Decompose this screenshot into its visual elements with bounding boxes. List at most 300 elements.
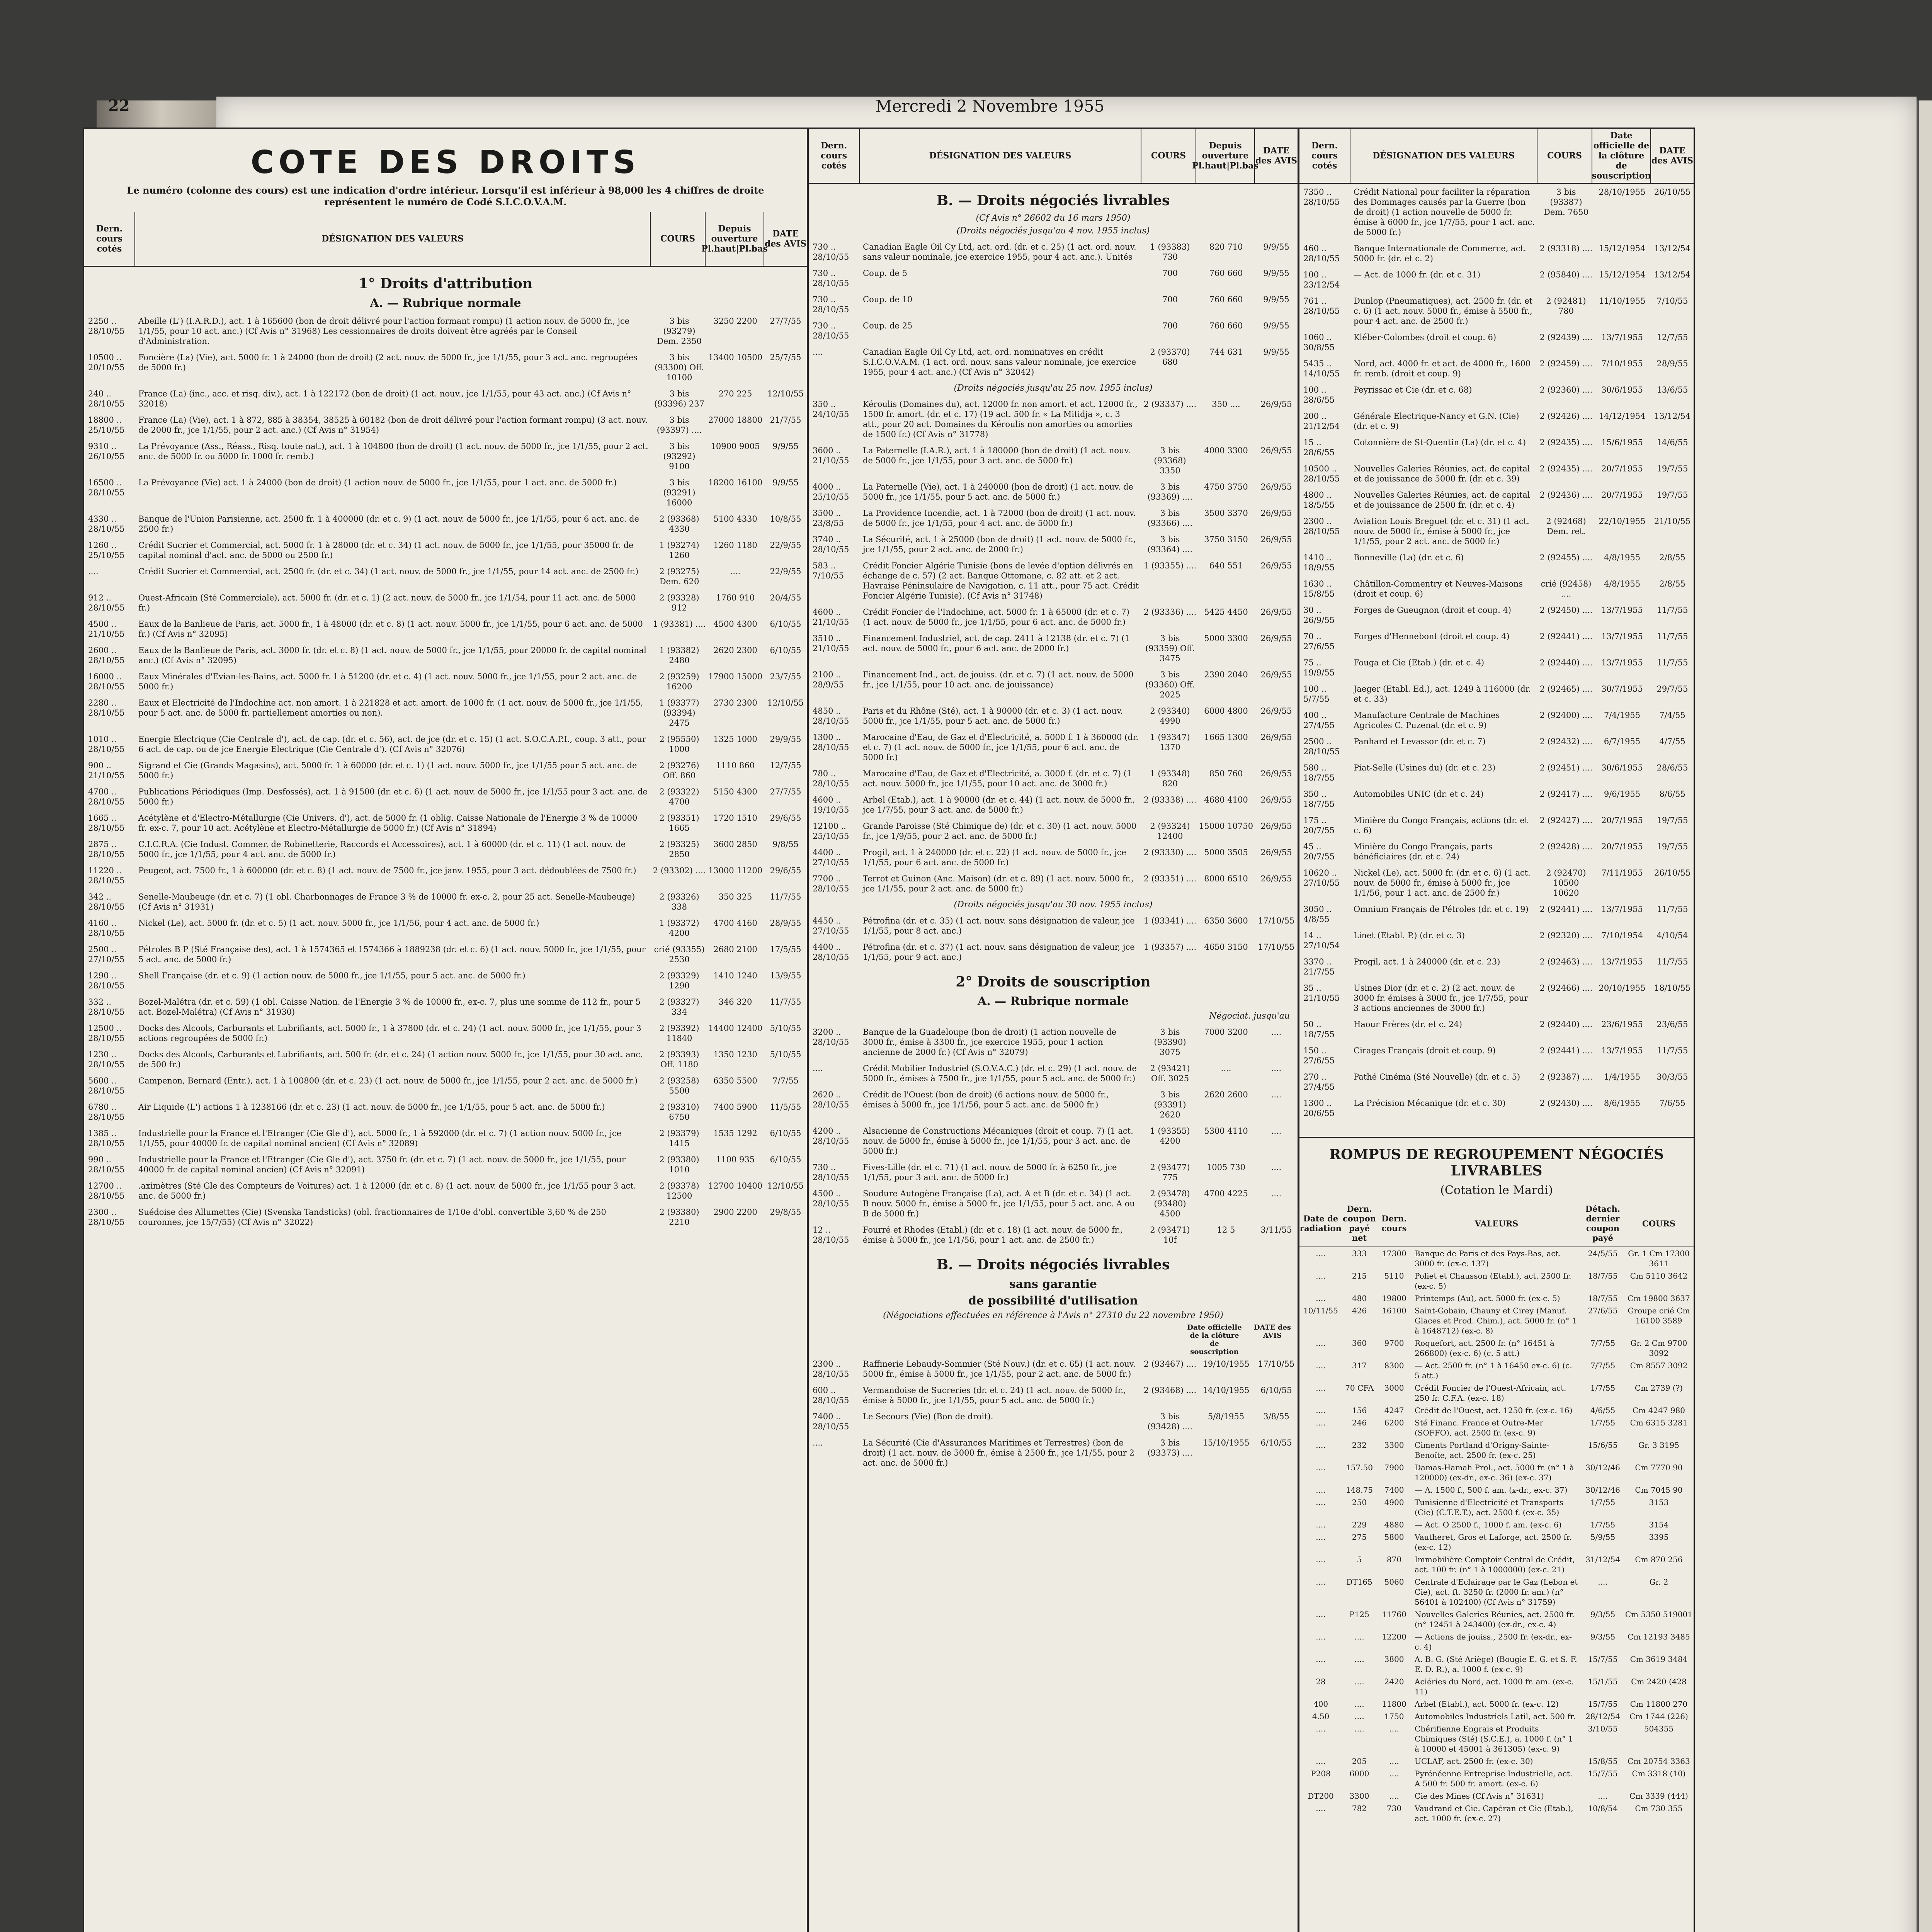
detach-date-cell: 18/7/55 <box>1588 1294 1618 1303</box>
date-cell: 17/10/55 <box>1258 916 1295 925</box>
date-cell: 3/8/55 <box>1263 1412 1289 1421</box>
coupon-cell: .... <box>1354 1655 1364 1664</box>
last-price-cell: .... <box>813 1064 823 1073</box>
date-cell: 2/8/55 <box>1659 579 1685 588</box>
last-price-cell: 4450 .. 27/10/55 <box>813 916 849 935</box>
range-cell: 14400 12400 <box>708 1024 763 1033</box>
price-cell: Cm 2739 (?) <box>1634 1383 1683 1393</box>
detach-date-cell: 15/1/55 <box>1588 1677 1618 1686</box>
price-cell: 3 bis (93373) .... <box>1147 1438 1193 1458</box>
range-cell: 1410 1240 <box>713 971 757 980</box>
date-cell: 12/10/55 <box>767 698 804 707</box>
last-price-cell: 3300 <box>1384 1440 1404 1450</box>
price-cell: 2 (93328) 912 <box>659 593 699 612</box>
price-cell: 2 (93336) .... <box>1143 607 1197 617</box>
date-cell: 7/4/55 <box>1659 711 1685 720</box>
table-row <box>84 563 807 590</box>
detach-date-cell: 7/7/55 <box>1590 1338 1616 1348</box>
rompus-row <box>1299 1404 1694 1417</box>
table-row <box>1299 812 1694 838</box>
last-price-cell: 5435 .. 14/10/55 <box>1303 359 1340 378</box>
table-row <box>1299 382 1694 408</box>
column-header: Date officielle de la clôture de souscription <box>1592 129 1651 183</box>
table-row <box>809 913 1298 939</box>
table-row <box>809 239 1298 265</box>
designation-cell: Manufacture Centrale de Machines Agricoles C. Puzenat (dr. et c. 9) <box>1354 711 1500 730</box>
date-cell: 18/10/55 <box>1654 983 1691 993</box>
last-price-cell: 270 .. 27/4/55 <box>1303 1072 1335 1092</box>
designation-cell: Fives-Lille (dr. et c. 71) (1 act. nouv. de 5000 fr. à 6250 fr., jce 1/1/55, pour 3 act. anc. de 5000 fr.) <box>863 1163 1117 1182</box>
value-name-cell: Printemps (Au), act. 5000 fr. (ex-c. 5) <box>1415 1294 1560 1303</box>
table-row <box>84 668 807 695</box>
price-cell: Cm 20754 3363 <box>1628 1757 1690 1766</box>
range-cell: .... <box>730 567 741 576</box>
price-cell: 700 <box>1162 269 1178 278</box>
last-price-cell: 2100 .. 28/9/55 <box>813 670 844 689</box>
date-cell: 21/10/55 <box>1654 517 1691 526</box>
designation-cell: Forges d'Hennebont (droit et coup. 4) <box>1354 632 1510 641</box>
price-cell: 1 (93348) 820 <box>1150 769 1190 788</box>
table-row <box>1299 1043 1694 1069</box>
designation-cell: Abeille (L') (I.A.R.D.), act. 1 à 165600 (bon de droit délivré pour l'action formant rompu) (1 action nouv. de 5000 fr., jce 1/1/55, pour 10 act. anc.) (Cf Avis n° 31968) Les cessionnaires de droits doivent être agréés par le Conseil d'Administration. <box>138 316 630 346</box>
table-row <box>809 1435 1298 1471</box>
price-cell: 2 (92439) .... <box>1539 333 1593 342</box>
price-cell: 1 (93355) 4200 <box>1150 1126 1190 1146</box>
last-price-cell: 7900 <box>1384 1463 1404 1472</box>
value-name-cell: UCLAF, act. 2500 fr. (ex-c. 30) <box>1415 1757 1533 1766</box>
intro-text: Le numéro (colonne des cours) est une indication d'ordre intérieur. Lorsqu'il est inférieur à 98,000 les 4 chiffres de droite représentent le numéro de Codé S.I.C.O.V.A.M. <box>127 185 764 207</box>
date-cell: 30/3/55 <box>1656 1072 1688 1082</box>
last-price-cell: .... <box>1389 1757 1399 1766</box>
range-cell: 12700 10400 <box>708 1181 763 1190</box>
table-row <box>1299 901 1694 927</box>
table-row <box>1299 487 1694 513</box>
range-cell: 5/8/1955 <box>1208 1412 1245 1421</box>
last-price-cell: 6780 .. 28/10/55 <box>88 1102 125 1122</box>
table-row <box>84 810 807 836</box>
last-price-cell: 2600 .. 28/10/55 <box>88 646 125 665</box>
range-cell: .... <box>1221 1064 1231 1073</box>
coupon-cell: .... <box>1354 1712 1364 1721</box>
date-cell: .... <box>1271 1064 1282 1073</box>
date-cell: 12/7/55 <box>770 761 801 770</box>
section-note: (Négociations effectuées en référence à l'Avis n° 27310 du 22 novembre 1950) <box>883 1311 1223 1320</box>
date-cell: 26/9/55 <box>1260 561 1292 570</box>
table-row <box>809 479 1298 505</box>
detach-date-cell: 15/8/55 <box>1588 1757 1618 1766</box>
table-row <box>809 630 1298 667</box>
table-row <box>809 265 1298 291</box>
designation-cell: France (La) (inc., acc. et risq. div.), act. 1 à 122172 (bon de droit) (1 act. nouv., jce 1/1/55, pour 43 act. anc.) (Cf Avis n° 32018) <box>138 389 631 408</box>
last-price-cell: 1060 .. 30/8/55 <box>1303 333 1335 352</box>
column-header: DATE des AVIS <box>764 229 807 249</box>
price-cell: 2 (95840) .... <box>1539 270 1593 279</box>
table-row <box>1299 434 1694 461</box>
last-price-cell: .... <box>813 1438 823 1447</box>
price-cell: Cm 6315 3281 <box>1630 1418 1688 1427</box>
table-row <box>809 703 1298 729</box>
range-cell: 13/7/1955 <box>1601 658 1643 667</box>
date-cell: 6/10/55 <box>1260 1438 1292 1447</box>
last-price-cell: 5800 <box>1384 1532 1404 1542</box>
range-cell: 4680 4100 <box>1204 795 1248 804</box>
price-cell: 2 (93338) .... <box>1143 795 1197 804</box>
column-header: DATE des AVIS <box>1651 146 1694 166</box>
table-row <box>809 1356 1298 1382</box>
range-cell: 6/7/1955 <box>1604 737 1641 746</box>
range-cell: 18200 16100 <box>708 478 763 487</box>
last-price-cell: 16100 <box>1382 1306 1406 1315</box>
designation-cell: — Act. de 1000 fr. (dr. et c. 31) <box>1354 270 1481 279</box>
table-row <box>84 1125 807 1151</box>
price-cell: 2 (92459) .... <box>1539 359 1593 368</box>
range-cell: 760 660 <box>1209 295 1243 304</box>
range-cell: 7/10/1955 <box>1601 359 1643 368</box>
date-cell: 23/6/55 <box>1656 1020 1688 1029</box>
range-cell: 5425 4450 <box>1204 607 1248 617</box>
designation-cell: Industrielle pour la France et l'Etranger (Cie Gle d'), act. 3750 fr. (dr. et c. 7) (1 act. nouv. de 5000 fr., jce 1/1/55, pour 40000 fr. de capital nominal ancien) (Cf Avis n° 32091) <box>138 1155 626 1174</box>
range-cell: 13/7/1955 <box>1601 333 1643 342</box>
last-price-cell: 14 .. 27/10/54 <box>1303 931 1340 950</box>
date-cell: 28/9/55 <box>770 918 801 928</box>
range-cell: 14/10/1955 <box>1202 1386 1250 1395</box>
date-cell: 25/7/55 <box>770 353 801 362</box>
price-cell: Cm 12193 3485 <box>1628 1632 1690 1641</box>
designation-cell: Banque de la Guadeloupe (bon de droit) (1 action nouvelle de 3000 fr., émise à 3300 fr., jce exercice 1955, pour 1 action ancienne de 2000 fr.) (Cf Avis n° 32079) <box>863 1027 1117 1057</box>
last-price-cell: 4500 .. 28/10/55 <box>813 1189 849 1208</box>
price-cell: Cm 1744 (226) <box>1629 1712 1688 1721</box>
range-cell: 11/10/1955 <box>1599 296 1646 306</box>
range-cell: 1720 1510 <box>713 813 757 823</box>
designation-cell: Shell Française (dr. et c. 9) (1 action nouv. de 5000 fr., jce 1/1/55, pour 5 act. anc. de 5000 fr.) <box>138 971 526 980</box>
subsection-title: A. — Rubrique normale <box>977 995 1129 1008</box>
price-cell: 2 (93477) 775 <box>1150 1163 1190 1182</box>
table-row <box>1299 927 1694 954</box>
table-row <box>84 386 807 412</box>
price-cell: 2 (93379) 1415 <box>659 1129 699 1148</box>
detach-date-cell: 1/7/55 <box>1590 1520 1616 1529</box>
date-cell: 2/8/55 <box>1659 553 1685 562</box>
date-cell: 11/7/55 <box>1656 605 1688 615</box>
last-price-cell: 761 .. 28/10/55 <box>1303 296 1340 316</box>
rompus-row <box>1299 1553 1694 1576</box>
designation-cell: Peugeot, act. 7500 fr., 1 à 600000 (dr. et c. 8) (1 act. nouv. de 7500 fr., jce janv. 1955, pour 3 act. dédoublées de 7500 fr.) <box>138 866 636 875</box>
range-cell: 19/10/1955 <box>1202 1359 1250 1369</box>
coupon-cell: .... <box>1354 1677 1364 1686</box>
column-header: DÉSIGNATION DES VALEURS <box>860 129 1141 183</box>
column-header: COURS <box>651 212 706 266</box>
designation-cell: Ouest-Africain (Sté Commerciale), act. 5000 fr. (dr. et c. 1) (2 act. nouv. de 5000 fr., jce 1/1/54, pour 11 act. anc. de 5000 fr.) <box>138 593 636 612</box>
table-row <box>1299 184 1694 240</box>
date-cell: 21/7/55 <box>770 415 801 425</box>
table-row <box>1299 1069 1694 1095</box>
price-cell: Cm 3619 3484 <box>1630 1655 1688 1664</box>
table-row <box>809 442 1298 479</box>
table-row <box>84 1151 807 1178</box>
price-cell: 2 (92320) .... <box>1539 931 1593 940</box>
price-cell: 2 (92468) Dem. ret. <box>1546 517 1586 536</box>
table-row <box>1299 408 1694 434</box>
designation-cell: Sigrand et Cie (Grands Magasins), act. 5000 fr. 1 à 60000 (dr. et c. 1) (1 act. nouv. 5000 fr., jce 1/1/55 pour 5 act. anc. de 5000 fr.) <box>138 761 637 780</box>
table-body <box>809 1024 1298 1248</box>
date-cell: 23/7/55 <box>770 672 801 681</box>
rompus-row <box>1299 1576 1694 1608</box>
date-cell: 29/6/55 <box>770 813 801 823</box>
last-price-cell: 2875 .. 28/10/55 <box>88 840 125 859</box>
price-cell: Cm 2420 (428 <box>1631 1677 1687 1686</box>
coupon-cell: 157.50 <box>1346 1463 1373 1472</box>
coupon-cell: 3300 <box>1349 1791 1369 1801</box>
date-cell: 22/9/55 <box>770 541 801 550</box>
date-cell: .... <box>1271 1189 1282 1198</box>
section-title: de possibilité d'utilisation <box>968 1294 1138 1308</box>
table-row <box>809 1087 1298 1123</box>
range-cell: 2620 2300 <box>713 646 757 655</box>
range-cell: 7/4/1955 <box>1604 711 1641 720</box>
price-cell: 700 <box>1162 321 1178 330</box>
range-cell: 1760 910 <box>716 593 755 602</box>
price-cell: 2 (93378) 12500 <box>659 1181 699 1201</box>
price-cell: 3 bis (93364) .... <box>1147 535 1193 554</box>
designation-cell: La Sécurité (Cie d'Assurances Maritimes et Terrestres) (bon de droit) (1 act. nouv. de 5000 fr., émise à 2500 fr., jce 1/1/55, pour 2 act. anc. de 5000 fr.) <box>863 1438 1134 1468</box>
last-price-cell: 1750 <box>1384 1712 1404 1721</box>
last-price-cell: 10500 .. 20/10/55 <box>88 353 125 372</box>
last-price-cell: 912 .. 28/10/55 <box>88 593 125 612</box>
coupon-cell: 70 CFA <box>1345 1383 1374 1393</box>
range-cell: 760 660 <box>1209 321 1243 330</box>
last-price-cell: 1300 .. 20/6/55 <box>1303 1099 1335 1118</box>
designation-cell: Eaux Minérales d'Evian-les-Bains, act. 5000 fr. 1 à 51200 (dr. et c. 4) (1 act. nouv. 5000 fr., jce 1/1/55, pour 2 act. anc. de 5000 fr.) <box>138 672 637 691</box>
rompus-column-header: VALEURS <box>1475 1218 1519 1228</box>
designation-cell: Canadian Eagle Oil Cy Ltd, act. ord. (dr. et c. 25) (1 act. ord. nouv. sans valeur nominale, jce exercice 1955, pour 4 act. anc.). Unités <box>863 242 1136 262</box>
date-cell: 26/9/55 <box>1260 769 1292 778</box>
range-cell: 15/12/1954 <box>1599 244 1646 253</box>
range-cell: 15000 10750 <box>1199 821 1253 831</box>
range-cell: 744 631 <box>1209 347 1243 357</box>
value-name-cell: A. B. G. (Sté Ariège) (Bougie E. G. et S. F. E. D. R.), a. 1000 f. (ex-c. 9) <box>1415 1655 1577 1674</box>
last-price-cell: 990 .. 28/10/55 <box>88 1155 125 1174</box>
last-price-cell: 12100 .. 25/10/55 <box>813 821 849 841</box>
designation-cell: Crédit Sucrier et Commercial, act. 2500 fr. (dr. et c. 34) (1 act. nouv. de 5000 fr., jce 1/1/55, pour 14 act. anc. de 2500 fr.) <box>138 567 639 576</box>
date-cell: 9/9/55 <box>772 442 799 451</box>
value-name-cell: Roquefort, act. 2500 fr. (n° 16451 à 266800) (ex-c. 6) (c. 5 att.) <box>1415 1338 1554 1358</box>
price-cell: 2 (92436) .... <box>1539 490 1593 500</box>
date-cell: 29/7/55 <box>1656 684 1688 694</box>
date-cell: 26/9/55 <box>1260 446 1292 455</box>
column-header: DÉSIGNATION DES VALEURS <box>1350 129 1537 183</box>
note: (Droits négociés jusqu'au 4 nov. 1955 inclus) <box>956 226 1150 236</box>
price-cell: 2 (93276) Off. 860 <box>659 761 699 780</box>
designation-cell: Financement Industriel, act. de cap. 2411 à 12138 (dr. et c. 7) (1 act. nouv. de 5000 fr., pour 6 act. anc. de 2000 fr.) <box>863 634 1130 653</box>
range-cell: 2390 2040 <box>1204 670 1248 679</box>
radiation-date-cell: 4.50 <box>1312 1712 1330 1721</box>
range-cell: 1100 935 <box>716 1155 755 1164</box>
rompus-column-header: Détach. dernier coupon payé <box>1585 1204 1621 1243</box>
coupon-cell: 250 <box>1352 1498 1367 1507</box>
last-price-cell: 7350 .. 28/10/55 <box>1303 187 1340 207</box>
designation-cell: Eaux de la Banlieue de Paris, act. 5000 fr., 1 à 48000 (dr. et c. 8) (1 act. nouv. 5000 fr., jce 1/1/55, pour 6 act. anc. de 5000 fr.) (Cf Avis n° 32095) <box>138 619 643 639</box>
table-row <box>809 1024 1298 1060</box>
range-cell: 8/6/1955 <box>1604 1099 1641 1108</box>
value-name-cell: — A. 1500 f., 500 f. am. (x-dr., ex-c. 37) <box>1415 1485 1568 1495</box>
rompus-row <box>1299 1710 1694 1723</box>
designation-cell: Panhard et Levassor (dr. et c. 7) <box>1354 737 1486 746</box>
date-cell: 9/9/55 <box>772 478 799 487</box>
table-row <box>84 537 807 563</box>
range-cell: 10900 9005 <box>711 442 760 451</box>
radiation-date-cell: 400 <box>1313 1699 1328 1709</box>
value-name-cell: Arbel (Etabl.), act. 5000 fr. (ex-c. 12) <box>1415 1699 1559 1709</box>
date-cell: 26/9/55 <box>1260 400 1292 409</box>
price-cell: Cm 7045 90 <box>1635 1485 1683 1495</box>
detach-date-cell: 9/3/55 <box>1590 1610 1616 1619</box>
date-cell: 17/10/55 <box>1258 1359 1295 1369</box>
designation-cell: Automobiles UNIC (dr. et c. 24) <box>1354 789 1484 799</box>
designation-cell: Campenon, Bernard (Entr.), act. 1 à 100800 (dr. et c. 23) (1 act. nouv. de 5000 fr., jce 1/1/55, pour 2 act. anc. de 5000 fr.) <box>138 1076 638 1085</box>
range-cell: 15/12/1954 <box>1599 270 1646 279</box>
rompus-row <box>1299 1698 1694 1710</box>
date-cell: 28/6/55 <box>1656 763 1688 772</box>
radiation-date-cell: .... <box>1316 1440 1326 1450</box>
designation-cell: Forges de Gueugnon (droit et coup. 4) <box>1354 605 1512 615</box>
price-cell: 2 (92450) .... <box>1539 605 1593 615</box>
table-row <box>809 729 1298 765</box>
designation-cell: Banque Internationale de Commerce, act. 5000 fr. (dr. et c. 2) <box>1354 244 1526 263</box>
range-cell: 1005 730 <box>1206 1163 1246 1172</box>
value-name-cell: Immobilière Comptoir Central de Crédit, act. 100 fr. (n° 1 à 1000000) (ex-c. 21) <box>1415 1555 1575 1574</box>
date-cell: 19/7/55 <box>1656 464 1688 473</box>
last-price-cell: 900 .. 21/10/55 <box>88 761 125 780</box>
detach-date-cell: 1/7/55 <box>1590 1383 1616 1393</box>
section-title: B. — Droits négociés livrables <box>936 1257 1170 1273</box>
table-row <box>1299 707 1694 733</box>
value-name-cell: Aciéries du Nord, act. 1000 fr. am. (ex-c. 11) <box>1415 1677 1574 1696</box>
price-cell: 2 (93337) .... <box>1143 400 1197 409</box>
price-cell: 2 (93326) 338 <box>659 892 699 912</box>
last-price-cell: .... <box>1389 1791 1399 1801</box>
last-price-cell: 4160 .. 28/10/55 <box>88 918 125 938</box>
date-cell: 6/10/55 <box>770 619 801 629</box>
coupon-cell: 148.75 <box>1346 1485 1373 1495</box>
price-cell: 2 (92470) 10500 10620 <box>1546 868 1586 898</box>
last-price-cell: 4247 <box>1384 1406 1404 1415</box>
designation-cell: Foncière (La) (Vie), act. 5000 fr. 1 à 24000 (bon de droit) (2 act. nouv. de 5000 fr., jce 1/1/55, pour 3 act. anc. regroupées de 5000 fr.) <box>138 353 638 372</box>
price-cell: 2 (93392) 11840 <box>659 1024 699 1043</box>
price-cell: 2 (93318) .... <box>1539 244 1593 253</box>
range-cell: 4000 3300 <box>1204 446 1248 455</box>
radiation-date-cell: .... <box>1316 1632 1326 1641</box>
price-cell: 3 bis (93428) .... <box>1147 1412 1193 1431</box>
coupon-cell: 317 <box>1352 1361 1367 1370</box>
table-row <box>1299 760 1694 786</box>
value-name-cell: Crédit de l'Ouest, act. 1250 fr. (ex-c. 16) <box>1415 1406 1573 1415</box>
range-cell: 20/10/1955 <box>1599 983 1646 993</box>
range-cell: 13/7/1955 <box>1601 1046 1643 1055</box>
last-price-cell: 1290 .. 28/10/55 <box>88 971 125 990</box>
price-cell: 2 (93351) 1665 <box>659 813 699 833</box>
range-cell: 850 760 <box>1209 769 1243 778</box>
table-row <box>1299 681 1694 707</box>
range-cell: 4/8/1955 <box>1604 579 1641 588</box>
table-row <box>809 604 1298 630</box>
price-cell: 1 (93347) 1370 <box>1150 733 1190 752</box>
price-cell: 2 (93259) 16200 <box>659 672 699 691</box>
table-row <box>84 941 807 968</box>
date-cell: .... <box>1271 1163 1282 1172</box>
table-row <box>809 1159 1298 1185</box>
last-price-cell: 17300 <box>1382 1249 1406 1258</box>
price-cell: 2 (93340) 4990 <box>1150 706 1190 726</box>
price-cell: 2 (92466) .... <box>1539 983 1593 993</box>
table-body <box>809 913 1298 965</box>
table-body <box>809 1356 1298 1471</box>
price-cell: 2 (93322) 4700 <box>659 787 699 806</box>
section-title: sans garantie <box>1009 1277 1097 1291</box>
radiation-date-cell: .... <box>1316 1463 1326 1472</box>
price-cell: 2 (93275) Dem. 620 <box>659 567 699 586</box>
table-row <box>809 939 1298 965</box>
last-price-cell: 730 <box>1386 1804 1402 1813</box>
last-price-cell: 3800 <box>1384 1655 1404 1664</box>
detach-date-cell: 5/9/55 <box>1590 1532 1616 1542</box>
price-cell: 2 (92465) .... <box>1539 684 1593 694</box>
range-cell: 6350 5500 <box>713 1076 757 1085</box>
range-cell: 4500 4300 <box>713 619 757 629</box>
range-cell: 5000 3505 <box>1204 848 1248 857</box>
radiation-date-cell: .... <box>1316 1655 1326 1664</box>
date-cell: 3/11/55 <box>1260 1225 1292 1235</box>
range-cell: 20/7/1955 <box>1601 842 1643 851</box>
price-cell: 3 bis (93390) 3075 <box>1154 1027 1186 1057</box>
date-cell: 7/7/55 <box>772 1076 799 1085</box>
designation-cell: Senelle-Maubeuge (dr. et c. 7) (1 obl. Charbonnages de France 3 % de 10000 fr. ex-c. 2, pour 25 act. Senelle-Maubeuge) (Cf Avis n° 31931) <box>138 892 635 912</box>
designation-cell: Haour Frères (dr. et c. 24) <box>1354 1020 1462 1029</box>
table-row <box>84 915 807 941</box>
last-price-cell: .... <box>813 347 823 357</box>
designation-cell: Terrot et Guinon (Anc. Maison) (dr. et c. 89) (1 act. nouv. 5000 fr., jce 1/1/55, pour 2 act. anc. de 5000 fr.) <box>863 874 1134 893</box>
table-row <box>84 1020 807 1046</box>
range-cell: 6350 3600 <box>1204 916 1248 925</box>
rompus-row <box>1299 1304 1694 1337</box>
designation-cell: Eaux et Electricité de l'Indochine act. non amort. 1 à 221828 et act. amort. de 1000 fr. (1 act. nouv. de 5000 fr., jce 1/1/55, pour 5 act. anc. de 5000 fr. partiellement amorties ou non). <box>138 698 643 718</box>
price-cell: Gr. 1 Cm 17300 3611 <box>1628 1249 1690 1268</box>
designation-cell: Financement Ind., act. de jouiss. (dr. et c. 7) (1 act. nouv. de 5000 fr., jce 1/1/55, pour 10 act. anc. de jouissance) <box>863 670 1134 689</box>
radiation-date-cell: .... <box>1316 1271 1326 1281</box>
last-price-cell: 3370 .. 21/7/55 <box>1303 957 1335 976</box>
date-cell: 9/9/55 <box>1263 269 1289 278</box>
designation-cell: Pathé Cinéma (Sté Nouvelle) (dr. et c. 5) <box>1354 1072 1520 1082</box>
value-name-cell: Centrale d'Eclairage par le Gaz (Lebon et Cie), act. ft. 3250 fr. (2000 fr. am.) (n° 56401 à 102400) (Cf Avis n° 31759) <box>1415 1577 1578 1607</box>
radiation-date-cell: .... <box>1316 1577 1326 1587</box>
radiation-date-cell: .... <box>1316 1520 1326 1529</box>
rompus-row <box>1299 1675 1694 1698</box>
coupon-cell: 205 <box>1352 1757 1367 1766</box>
last-price-cell: 4600 .. 19/10/55 <box>813 795 849 815</box>
last-price-cell: 10500 .. 28/10/55 <box>1303 464 1340 483</box>
date-cell: 11/7/55 <box>1656 1046 1688 1055</box>
price-cell: 2 (93302) .... <box>653 866 706 875</box>
detach-date-cell: 24/5/55 <box>1588 1249 1618 1258</box>
price-cell: 2 (93393) Off. 1180 <box>659 1050 699 1069</box>
rompus-section <box>1299 1137 1694 1825</box>
last-price-cell: 3510 .. 21/10/55 <box>813 634 849 653</box>
last-price-cell: 3600 .. 21/10/55 <box>813 446 849 465</box>
table-row <box>1299 549 1694 576</box>
table-row <box>809 765 1298 792</box>
last-price-cell: 18800 .. 25/10/55 <box>88 415 125 435</box>
designation-cell: Bozel-Malétra (dr. et c. 59) (1 obl. Caisse Nation. de l'Energie 3 % de 10000 fr., ex-c. 7, plus une somme de 112 fr., pour 5 act. Bozel-Malétra) (Cf Avis n° 31930) <box>138 997 641 1017</box>
designation-cell: Docks des Alcools, Carburants et Lubrifiants, act. 5000 fr., 1 à 37800 (dr. et c. 24) (1 act. nouv. 5000 fr., jce 1/1/55, pour 3 actions regroupées de 5000 fr.) <box>138 1024 641 1043</box>
